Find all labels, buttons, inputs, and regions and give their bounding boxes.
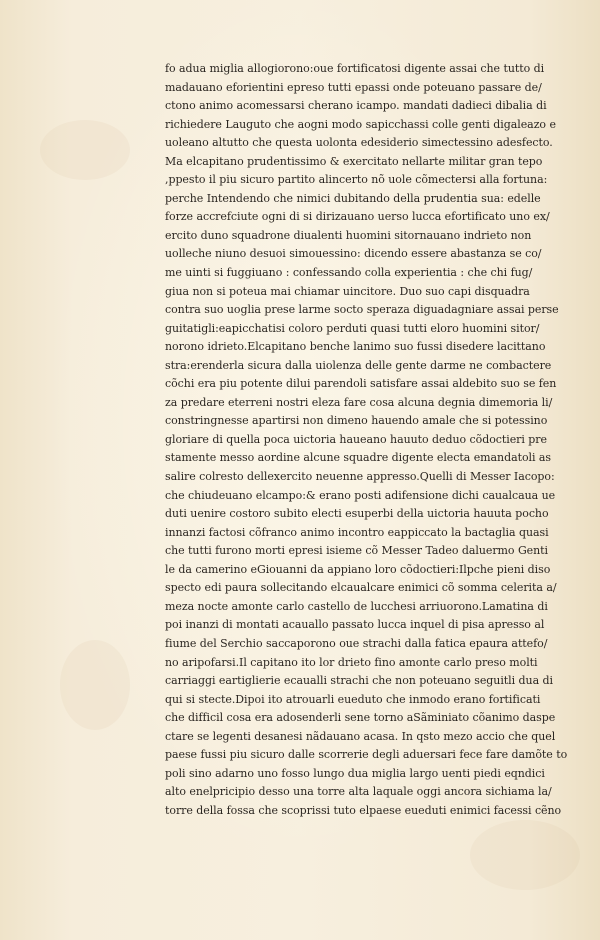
text-line: perche Intendendo che nimici dubitando della prudentia sua: edelle xyxy=(165,191,541,205)
text-line: innanzi factosi cõfranco animo incontro eappiccato la bactaglia quasi xyxy=(165,525,549,539)
text-line: richiedere Lauguto che aogni modo sapicchassi colle genti digaleazo e xyxy=(165,117,556,131)
text-line: no aripofarsi.Il capitano ito lor drieto fino amonte carlo preso molti xyxy=(165,655,538,669)
text-line: fo adua miglia allogiorono:oue fortificatosi digente assai che tutto di xyxy=(165,62,545,75)
text-line: guitatigli:eapicchatisi coloro perduti quasi tutti eloro huomini sitor/ xyxy=(165,321,540,335)
text-line: che chiudeuano elcampo:& erano posti adifensione dichi caualcaua ue xyxy=(165,488,556,502)
text-line: ctare se legenti desanesi nãdauano acasa. In qsto mezo accio che quel xyxy=(165,729,556,743)
text-line: le da camerino eGiouanni da appiano loro cõdoctieri:Ilpche pieni diso xyxy=(165,562,551,576)
text-line: Ma elcapitano prudentissimo & exercitato nellarte militar gran tepo xyxy=(165,154,543,168)
text-line: duti uenire costoro subito electi esuperbi della uictoria hauuta pocho xyxy=(165,507,549,521)
text-line: norono idrieto.Elcapitano benche lanimo suo fussi disedere lacittano xyxy=(165,340,546,354)
text-line: torre della fossa che scoprissi tuto elpaese eueduti enimici facessi cẽno xyxy=(165,803,562,817)
text-line: uoleano altutto che questa uolonta edesiderio simectessino adesfecto. xyxy=(165,136,553,150)
text-line: poi inanzi di montati acauallo passato lucca inquel di pisa apresso al xyxy=(165,618,545,632)
text-line: gloriare di quella poca uictoria haueano hauuto deduo cõdoctieri pre xyxy=(165,432,547,446)
paper-stain xyxy=(40,120,130,180)
printed-text-block xyxy=(165,60,575,820)
text-line: ctono animo acomessarsi cherano icampo. mandati dadieci dibalia di xyxy=(165,99,547,113)
text-line: madauano eforientini epreso tutti epassi onde poteuano passare de/ xyxy=(165,80,542,94)
text-line: forze accrefciute ogni di si dirizauano uerso lucca efortificato uno ex/ xyxy=(165,210,550,224)
text-line: che difficil cosa era adosenderli sene torno aSãminiato cõanimo daspe xyxy=(165,711,556,725)
text-line: ercito duno squadrone diualenti huomini sitornauano indrieto non xyxy=(165,228,532,242)
text-line: contra suo uoglia prese larme socto speraza diguadagniare assai perse xyxy=(165,303,559,317)
text-line: specto edi paura sollecitando elcaualcare enimici cõ somma celerita a/ xyxy=(165,581,557,595)
text-line: stamente messo aordine alcune squadre digente electa emandatoli as xyxy=(165,451,552,465)
paper-stain xyxy=(470,820,580,890)
paper-stain xyxy=(60,640,130,730)
text-line: che tutti furono morti epresi isieme cõ Messer Tadeo daluermo Genti xyxy=(165,544,549,558)
text-line: alto enelpricipio desso una torre alta laquale oggi ancora sichiama la/ xyxy=(165,785,552,799)
text-line: constringnesse apartirsi non dimeno hauendo amale che si potessino xyxy=(165,414,548,428)
text-line: ,ppesto il piu sicuro partito alincerto nõ uole cõmectersi alla fortuna: xyxy=(165,173,548,187)
text-line: paese fussi piu sicuro dalle scorrerie degli aduersari fece fare damõte to xyxy=(165,748,568,762)
text-line: stra:erenderla sicura dalla uiolenza delle gente darme ne combactere xyxy=(165,358,552,372)
text-line: poli sino adarno uno fosso lungo dua miglia largo uenti piedi eqndici xyxy=(165,766,545,780)
text-line: carriaggi eartiglierie ecaualli strachi che non poteuano seguitli dua di xyxy=(165,674,553,688)
text-line: fiume del Serchio saccaporono oue strachi dalla fatica epaura attefo/ xyxy=(165,636,548,650)
text-line: giua non si poteua mai chiamar uincitore. Duo suo capi disquadra xyxy=(165,284,530,298)
text-line: za predare eterreni nostri eleza fare cosa alcuna degnia dimemoria li/ xyxy=(165,395,553,409)
text-line: uolleche niuno desuoi simouessino: dicendo essere abastanza se co/ xyxy=(165,247,542,261)
text-line: cõchi era piu potente dilui parendoli satisfare assai aldebito suo se fen xyxy=(165,377,557,391)
text-line: me uinti si fuggiuano : confessando colla experientia : che chi fug/ xyxy=(165,266,533,280)
text-line: meza nocte amonte carlo castello de lucchesi arriuorono.Lamatina di xyxy=(165,599,548,613)
text-line: salire colresto dellexercito neuenne appresso.Quelli di Messer Iacopo: xyxy=(165,470,555,484)
text-line: qui si stecte.Dipoi ito atrouarli eueduto che inmodo erano fortificati xyxy=(165,692,541,706)
